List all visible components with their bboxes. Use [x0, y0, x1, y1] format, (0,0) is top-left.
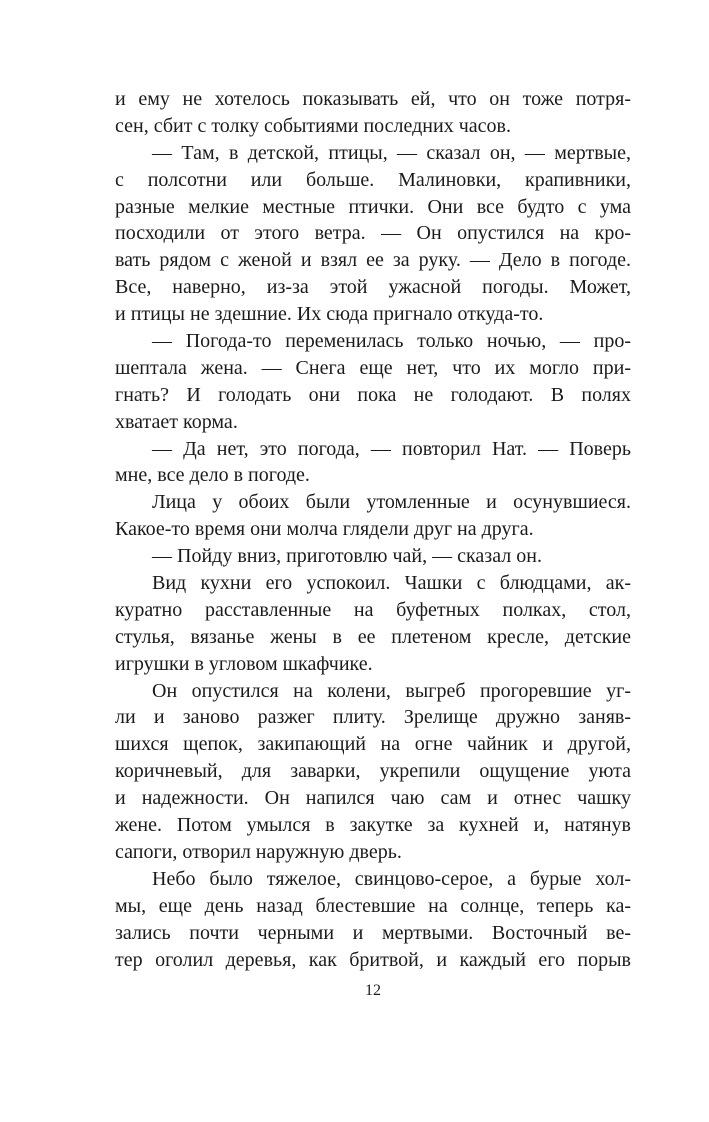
text-line: коричневый, для заварки, укрепили ощущение уюта	[115, 760, 631, 783]
text-line: — Там, в детской, птицы, — сказал он, — мертвые,	[152, 141, 631, 164]
text-line: и надежности. Он напился чаю сам и отнес чашку	[115, 787, 631, 810]
text-line: и ему не хотелось показывать ей, что он тоже потря-	[115, 88, 631, 110]
text-line: Небо было тяжелое, свинцово-серое, а бурые хол-	[152, 867, 631, 890]
text-line: хватает корма.	[115, 410, 238, 433]
text-line: тер оголил деревья, как бритвой, и каждый его порыв	[115, 948, 631, 971]
text-line: вать рядом с женой и взял ее за руку. — Дело в погоде.	[115, 249, 631, 272]
text-line: зались почти черными и мертвыми. Восточный ве-	[115, 921, 631, 944]
text-line: Все, наверно, из-за этой ужасной погоды. Может,	[115, 276, 631, 299]
text-line: Он опустился на колени, выгреб прогоревшие уг-	[152, 679, 631, 702]
text-line: и птицы не здешние. Их сюда пригнало откуда-то.	[115, 303, 544, 326]
text-line: Лица у обоих были утомленные и осунувшиеся.	[152, 491, 631, 514]
text-line: с полсотни или больше. Малиновки, крапивники,	[115, 168, 631, 191]
text-line: жене. Потом умылся в закутке за кухней и, натянув	[115, 814, 631, 837]
text-line: разные мелкие местные птички. Они все будто с ума	[115, 195, 631, 218]
text-line: сен, сбит с толку событиями последних часов.	[115, 114, 511, 137]
text-line: сапоги, отворил наружную дверь.	[115, 840, 402, 863]
text-line: куратно расставленные на буфетных полках, стол,	[115, 598, 631, 621]
text-line: — Да нет, это погода, — повторил Нат. — Поверь	[152, 437, 631, 460]
text-line: шихся щепок, закипающий на огне чайник и другой,	[115, 733, 631, 756]
page-text	[115, 86, 631, 973]
page-number: 12	[365, 982, 381, 999]
text-line: мы, еще день назад блестевшие на солнце, теперь ка-	[115, 894, 631, 917]
text-line: игрушки в угловом шкафчике.	[115, 652, 373, 675]
text-line: посходили от этого ветра. — Он опустился на кро-	[115, 222, 631, 245]
text-line: — Пойду вниз, приготовлю чай, — сказал он.	[152, 545, 542, 568]
text-line: гнать? И голодать они пока не голодают. В полях	[115, 383, 631, 406]
text-line: стулья, вязанье жены в ее плетеном кресле, детские	[115, 625, 631, 648]
text-line: мне, все дело в погоде.	[115, 464, 310, 487]
text-line: ли и заново разжег плиту. Зрелище дружно заняв-	[115, 706, 631, 729]
text-line: шептала жена. — Снега еще нет, что их могло при-	[115, 356, 631, 379]
text-line: Вид кухни его успокоил. Чашки с блюдцами, ак-	[152, 572, 631, 595]
text-line: — Погода-то переменилась только ночью, — про-	[152, 330, 631, 353]
text-line: Какое-то время они молча глядели друг на друга.	[115, 518, 534, 541]
